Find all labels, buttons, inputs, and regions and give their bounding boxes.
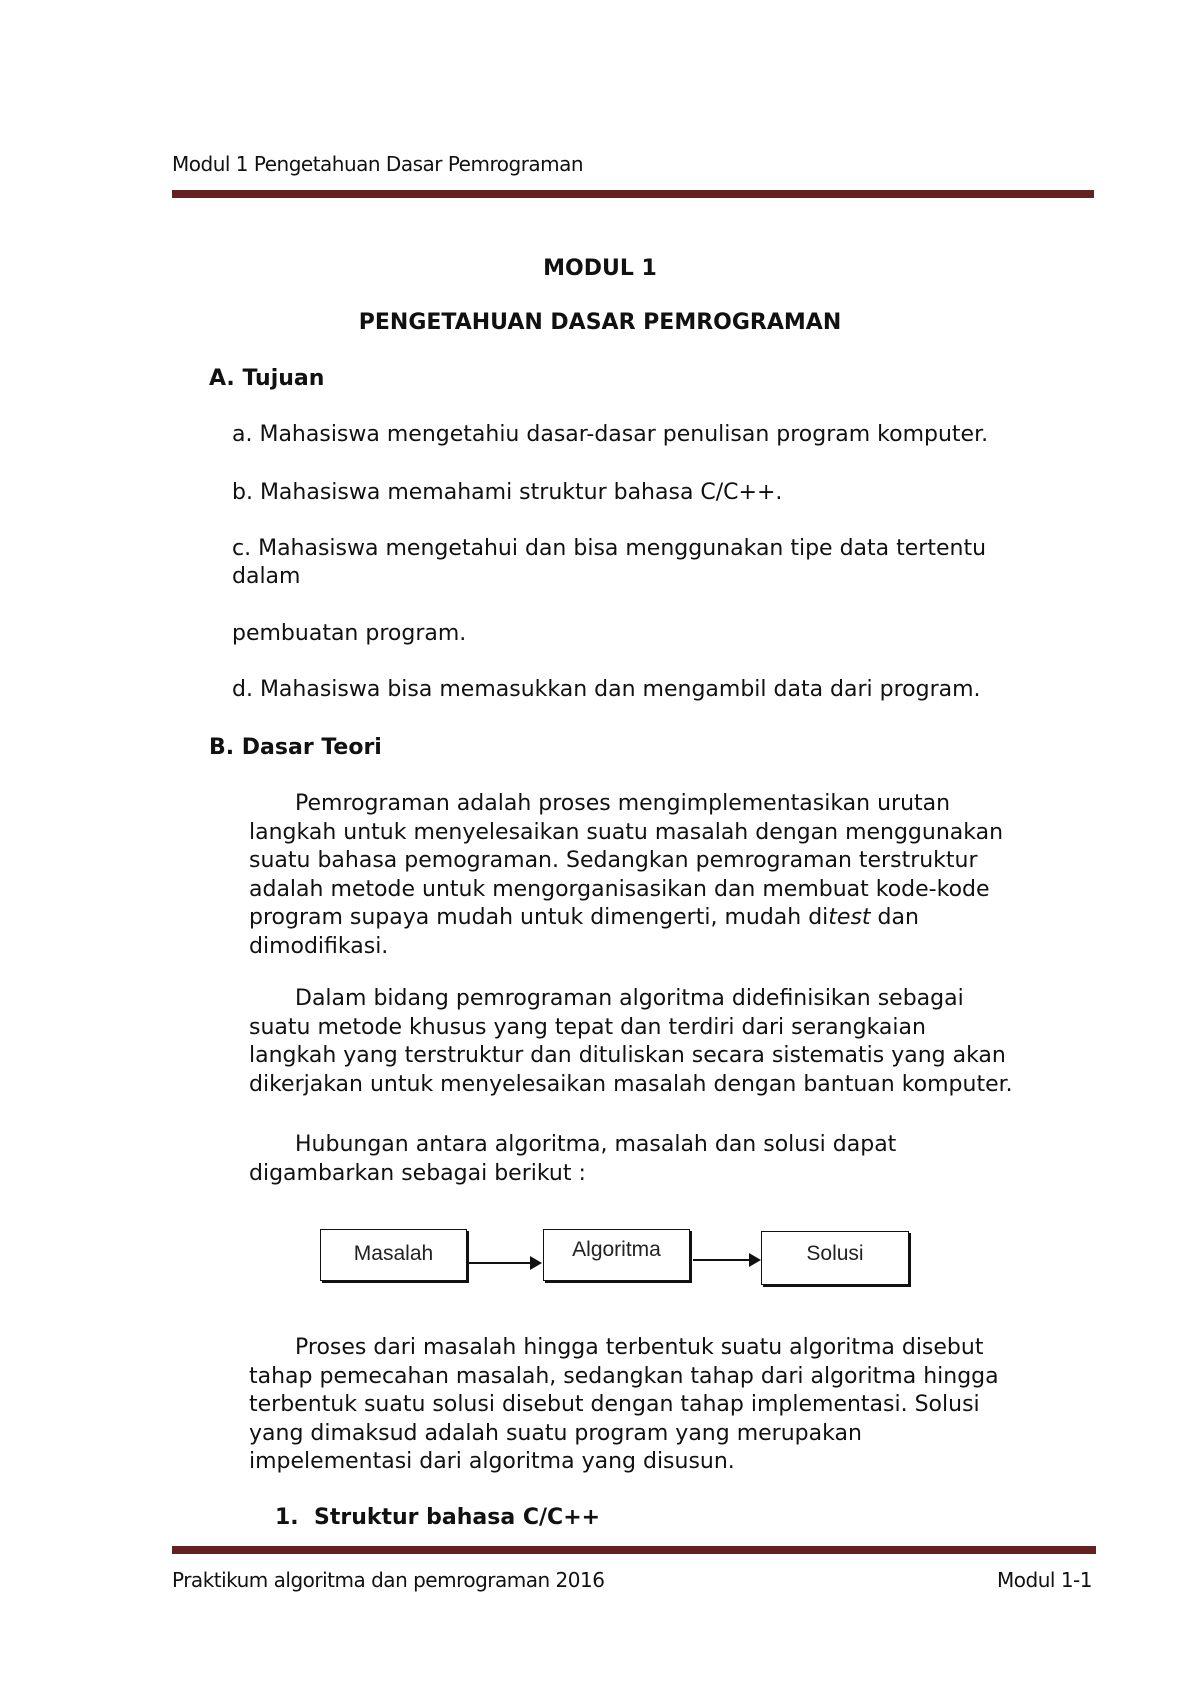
text-line: dikerjakan untuk menyelesaikan masalah dengan bantuan komputer. — [249, 1071, 1013, 1097]
text-line: langkah untuk menyelesaikan suatu masalah dengan menggunakan — [249, 819, 1004, 845]
header-rule — [172, 190, 1094, 198]
text-line — [249, 904, 1003, 933]
text-line: terbentuk suatu solusi disebut dengan tahap implementasi. Solusi — [249, 1392, 980, 1418]
paragraph-3 — [249, 1131, 896, 1188]
text-segment: dan — [870, 905, 919, 931]
objective-c-cont: dalam — [232, 564, 301, 589]
diagram-box-masalah: Masalah — [320, 1229, 467, 1281]
objective-d: d. Mahasiswa bisa memasukkan dan mengambil data dari program. — [232, 677, 981, 702]
text-segment: program supaya mudah untuk dimengerti, mudah di — [249, 905, 829, 931]
paragraph-1 — [249, 790, 1003, 962]
module-number: MODUL 1 — [543, 256, 657, 281]
text-line: Hubungan antara algoritma, masalah dan solusi dapat — [295, 1132, 897, 1157]
text-line: adalah metode untuk mengorganisasikan dan membuat kode-kode — [249, 876, 990, 902]
objective-c: c. Mahasiswa mengetahui dan bisa menggunakan tipe data tertentu — [232, 536, 987, 561]
footer-page: Modul 1-1 — [997, 1568, 1092, 1592]
text-line: yang dimaksud adalah suatu program yang merupakan — [249, 1420, 862, 1446]
arrow-icon — [693, 1259, 759, 1261]
subheading-struktur: 1. Struktur bahasa C/C++ — [275, 1505, 601, 1530]
objective-a: a. Mahasiswa mengetahiu dasar-dasar penulisan program komputer. — [232, 422, 989, 447]
text-line: digambarkan sebagai berikut : — [249, 1160, 586, 1186]
arrow-icon — [468, 1262, 540, 1264]
text-line: Proses dari masalah hingga terbentuk suatu algoritma disebut — [295, 1335, 984, 1360]
text-line: suatu metode khusus yang tepat dan terdiri dari serangkaian — [249, 1014, 926, 1040]
paragraph-2 — [249, 985, 1013, 1099]
text-line: suatu bahasa pemograman. Sedangkan pemrograman terstruktur — [249, 848, 978, 874]
objective-b: b. Mahasiswa memahami struktur bahasa C/C++. — [232, 480, 783, 505]
footer-rule — [172, 1546, 1096, 1554]
objective-c-cont2: pembuatan program. — [232, 621, 467, 646]
text-line: tahap pemecahan masalah, sedangkan tahap dari algoritma hingga — [249, 1363, 999, 1389]
text-line: Dalam bidang pemrograman algoritma didefinisikan sebagai — [295, 986, 964, 1011]
section-b-heading: B. Dasar Teori — [209, 735, 382, 760]
diagram-box-solusi: Solusi — [761, 1231, 909, 1285]
text-line: Pemrograman adalah proses mengimplementasikan urutan — [295, 791, 951, 816]
text-line: langkah yang terstruktur dan dituliskan secara sistematis yang akan — [249, 1043, 1006, 1069]
module-title: PENGETAHUAN DASAR PEMROGRAMAN — [358, 310, 842, 335]
paragraph-4 — [249, 1334, 999, 1477]
section-a-heading: A. Tujuan — [209, 366, 325, 391]
header-title: Modul 1 Pengetahuan Dasar Pemrograman — [172, 152, 584, 176]
italic-text: test — [828, 905, 871, 931]
footer-left: Praktikum algoritma dan pemrograman 2016 — [172, 1568, 605, 1592]
text-line: dimodifikasi. — [249, 933, 389, 959]
text-line: impelementasi dari algoritma yang disusun. — [249, 1449, 735, 1475]
diagram-box-algoritma: Algoritma — [543, 1229, 690, 1281]
